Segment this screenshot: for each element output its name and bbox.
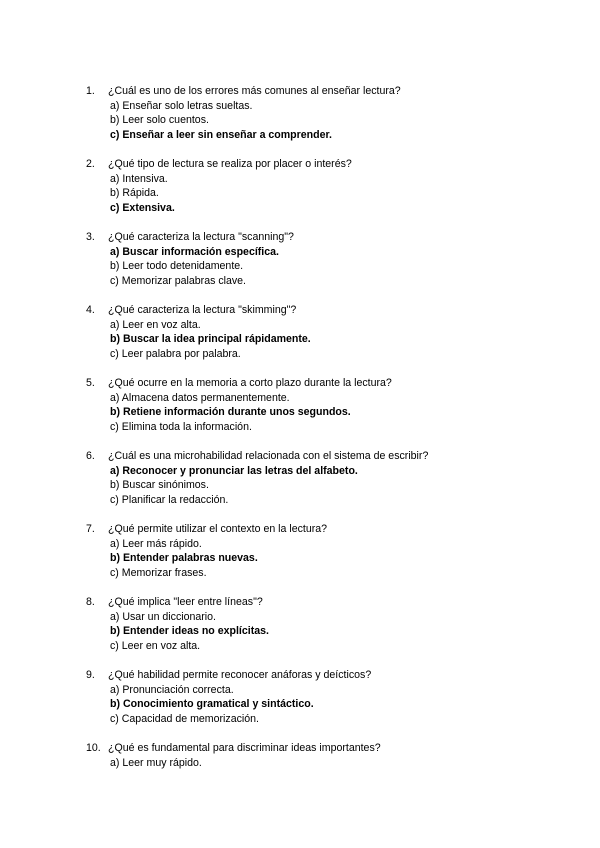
- question-number: 9.: [86, 669, 95, 681]
- answer-option: b) Buscar sinónimos.: [110, 479, 209, 492]
- answer-option: c) Memorizar frases.: [110, 566, 207, 579]
- question-text: ¿Cuál es una microhabilidad relacionada con el sistema de escribir?: [108, 450, 429, 462]
- question-number: 1.: [86, 85, 95, 97]
- answer-option: c) Planificar la redacción.: [110, 493, 229, 506]
- question-number: 2.: [86, 158, 95, 170]
- answer-option-correct: a) Buscar información específica.: [110, 245, 279, 258]
- answer-option: b) Leer solo cuentos.: [110, 114, 209, 127]
- answer-option-correct: b) Entender palabras nuevas.: [110, 552, 258, 565]
- answer-option: a) Leer en voz alta.: [110, 318, 201, 331]
- question-5: [86, 376, 566, 434]
- answer-option-correct: c) Extensiva.: [110, 201, 175, 214]
- question-1: [86, 84, 566, 142]
- answer-option-correct: b) Retiene información durante unos segundos.: [110, 406, 351, 419]
- answer-option: c) Leer palabra por palabra.: [110, 347, 241, 360]
- question-number: 7.: [86, 523, 95, 535]
- question-number: 3.: [86, 231, 95, 243]
- question-text: ¿Qué caracteriza la lectura "skimming"?: [108, 304, 297, 316]
- answer-option-correct: b) Entender ideas no explícitas.: [110, 625, 269, 638]
- question-text: ¿Qué ocurre en la memoria a corto plazo durante la lectura?: [108, 377, 392, 389]
- question-text: ¿Qué habilidad permite reconocer anáforas y deícticos?: [108, 669, 372, 681]
- answer-option: c) Memorizar palabras clave.: [110, 274, 246, 287]
- question-text: ¿Qué es fundamental para discriminar ideas importantes?: [108, 742, 381, 754]
- question-number: 6.: [86, 450, 95, 462]
- answer-option-correct: b) Conocimiento gramatical y sintáctico.: [110, 698, 314, 711]
- answer-option: a) Intensiva.: [110, 172, 168, 185]
- question-3: [86, 230, 566, 288]
- answer-option: b) Leer todo detenidamente.: [110, 260, 244, 273]
- question-text: ¿Cuál es uno de los errores más comunes al enseñar lectura?: [108, 85, 401, 97]
- question-number: 8.: [86, 596, 95, 608]
- question-4: [86, 303, 566, 361]
- answer-option: c) Leer en voz alta.: [110, 639, 201, 652]
- answer-option-correct: a) Reconocer y pronunciar las letras del alfabeto.: [110, 464, 358, 477]
- question-text: ¿Qué caracteriza la lectura "scanning"?: [108, 231, 294, 243]
- answer-option: a) Almacena datos permanentemente.: [110, 391, 290, 404]
- answer-option: b) Rápida.: [110, 187, 159, 200]
- question-text: ¿Qué tipo de lectura se realiza por placer o interés?: [108, 158, 352, 170]
- answer-option: a) Enseñar solo letras sueltas.: [110, 99, 253, 112]
- answer-option: c) Elimina toda la información.: [110, 420, 252, 433]
- answer-option: a) Leer muy rápido.: [110, 756, 202, 769]
- question-8: [86, 595, 566, 653]
- question-7: [86, 522, 566, 580]
- question-number: 5.: [86, 377, 95, 389]
- question-10: [86, 741, 566, 770]
- question-text: ¿Qué permite utilizar el contexto en la lectura?: [108, 523, 328, 535]
- question-2: [86, 157, 566, 215]
- answer-option: a) Pronunciación correcta.: [110, 683, 234, 696]
- question-9: [86, 668, 566, 726]
- answer-option: a) Leer más rápido.: [110, 537, 202, 550]
- question-6: [86, 449, 566, 507]
- answer-option-correct: b) Buscar la idea principal rápidamente.: [110, 333, 311, 346]
- question-number: 10.: [86, 742, 101, 754]
- question-number: 4.: [86, 304, 95, 316]
- answer-option-correct: c) Enseñar a leer sin enseñar a comprender.: [110, 128, 332, 141]
- answer-option: a) Usar un diccionario.: [110, 610, 216, 623]
- answer-option: c) Capacidad de memorización.: [110, 712, 259, 725]
- question-text: ¿Qué implica "leer entre líneas"?: [108, 596, 263, 608]
